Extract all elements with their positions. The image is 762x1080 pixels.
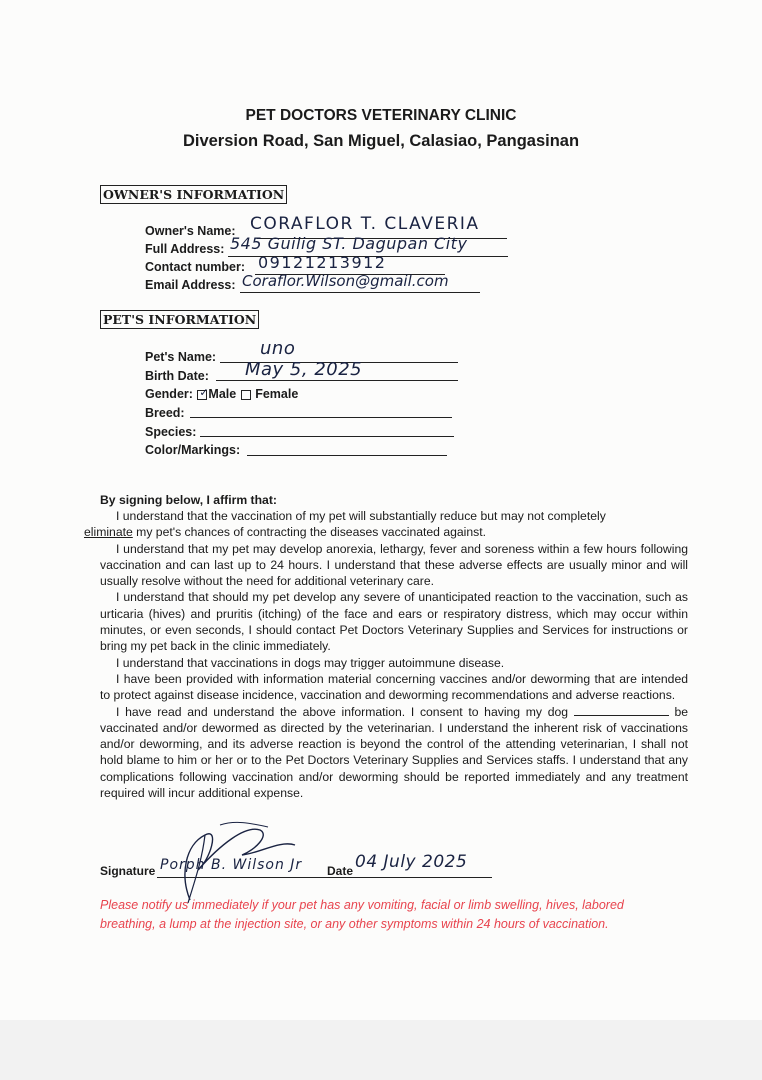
affirmation-paragraph-2: I understand that my pet may develop anorexia, lethargy, fever and soreness within a few hours following vaccination and can last up to 24 hours. I understand that these adverse effects are usually minor and will usually resolve without the need for additional veterinary care. — [100, 541, 688, 589]
signature-value[interactable]: Porph B. Wilson Jr — [160, 857, 303, 873]
female-checkbox[interactable] — [241, 390, 251, 400]
gender-row — [145, 386, 298, 402]
owner-name-label: Owner's Name: — [145, 224, 236, 238]
p6-text: I have read and understand the above information. I consent to having my dog — [116, 704, 569, 719]
p1-underlined-word: eliminate — [84, 525, 133, 540]
clinic-name: PET DOCTORS VETERINARY CLINIC — [245, 107, 517, 124]
female-option-label: Female — [255, 387, 299, 401]
birth-date-value[interactable]: May 5, 2025 — [245, 359, 363, 380]
contact-number-value[interactable]: 09121213912 — [258, 253, 387, 272]
owner-name-value[interactable]: CORAFLOR T. CLAVERIA — [250, 214, 480, 234]
date-line — [352, 877, 492, 878]
signature-label: Signature — [100, 864, 156, 878]
breed-line[interactable] — [190, 417, 452, 418]
affirmation-paragraph-6 — [100, 704, 688, 802]
pet-name-label: Pet's Name: — [145, 350, 217, 364]
scan-bottom-edge — [0, 1020, 762, 1080]
email-address-line — [240, 292, 480, 293]
gender-label: Gender: — [145, 387, 193, 401]
date-value[interactable]: 04 July 2025 — [355, 852, 468, 872]
pet-name-value[interactable]: uno — [260, 338, 296, 359]
check-icon: ✓ — [199, 386, 209, 399]
email-address-value[interactable]: Coraflor.Wilson@gmail.com — [242, 272, 449, 290]
birth-date-label: Birth Date: — [145, 369, 209, 383]
affirmation-paragraph-4: I understand that vaccinations in dogs may trigger autoimmune disease. — [116, 655, 505, 670]
p6-text-end: be vaccinated and/or dewormed as directed by the veterinarian. I understand the inherent risk of vaccinations and/or deworming, and its adverse reaction is beyond the control of the attending veterinarian, I shall not hold blame to him or her or to the Pet Doctors Veterinary Supplies and Services staffs. I understand that any complications following vaccination and/or deworming should be reported immediately and any treatment required will incur additional expense. — [100, 704, 689, 801]
affirmation-body — [84, 508, 689, 801]
affirmation-paragraph-3: I understand that should my pet develop any severe of unanticipated reaction to the vaccination, such as urticaria (hives) and pruritis (itching) of the face and ears or respiratory distress, which may occur within minutes, or even seconds, I should contact Pet Doctors Veterinary Supplies and Services for instructions or bring my pet back in the clinic immediately. — [100, 590, 688, 654]
p1-text-end: my pet's chances of contracting the diseases vaccinated against. — [132, 525, 487, 540]
male-option-label: Male — [208, 387, 237, 401]
affirmation-heading: By signing below, I affirm that: — [100, 493, 277, 507]
birth-date-line — [216, 380, 458, 381]
pet-section-title: PET'S INFORMATION — [100, 310, 259, 329]
male-checkbox[interactable] — [197, 386, 209, 400]
affirmation-paragraph-5: I have been provided with information material concerning vaccines and/or deworming that are intended to protect against disease incidence, vaccination and deworming recommendations and adverse reactions. — [100, 671, 688, 703]
color-markings-label: Color/Markings: — [145, 443, 241, 457]
date-label: Date — [327, 864, 354, 878]
p1-text: I understand that the vaccination of my pet will substantially reduce but may not completely — [116, 509, 606, 523]
full-address-value[interactable]: 545 Guilig ST. Dagupan City — [230, 234, 468, 253]
species-label: Species: — [145, 425, 197, 439]
contact-number-label: Contact number: — [145, 260, 245, 274]
clinic-address: Diversion Road, San Miguel, Calasiao, Pangasinan — [182, 132, 580, 150]
full-address-label: Full Address: — [145, 242, 225, 256]
breed-label: Breed: — [145, 406, 185, 420]
vaccination-notice: Please notify us immediately if your pet has any vomiting, facial or limb swelling, hives, labored breathing, a lump at the injection site, or any other symptoms within 24 hours of vaccination. — [100, 898, 624, 931]
dog-name-blank[interactable] — [574, 705, 669, 716]
signature-scribble — [150, 815, 303, 905]
affirmation-paragraph-1 — [84, 508, 688, 541]
owner-section-title: OWNER'S INFORMATION — [100, 185, 287, 204]
email-address-label: Email Address: — [145, 278, 236, 292]
species-line[interactable] — [200, 436, 454, 437]
color-markings-line[interactable] — [247, 455, 447, 456]
